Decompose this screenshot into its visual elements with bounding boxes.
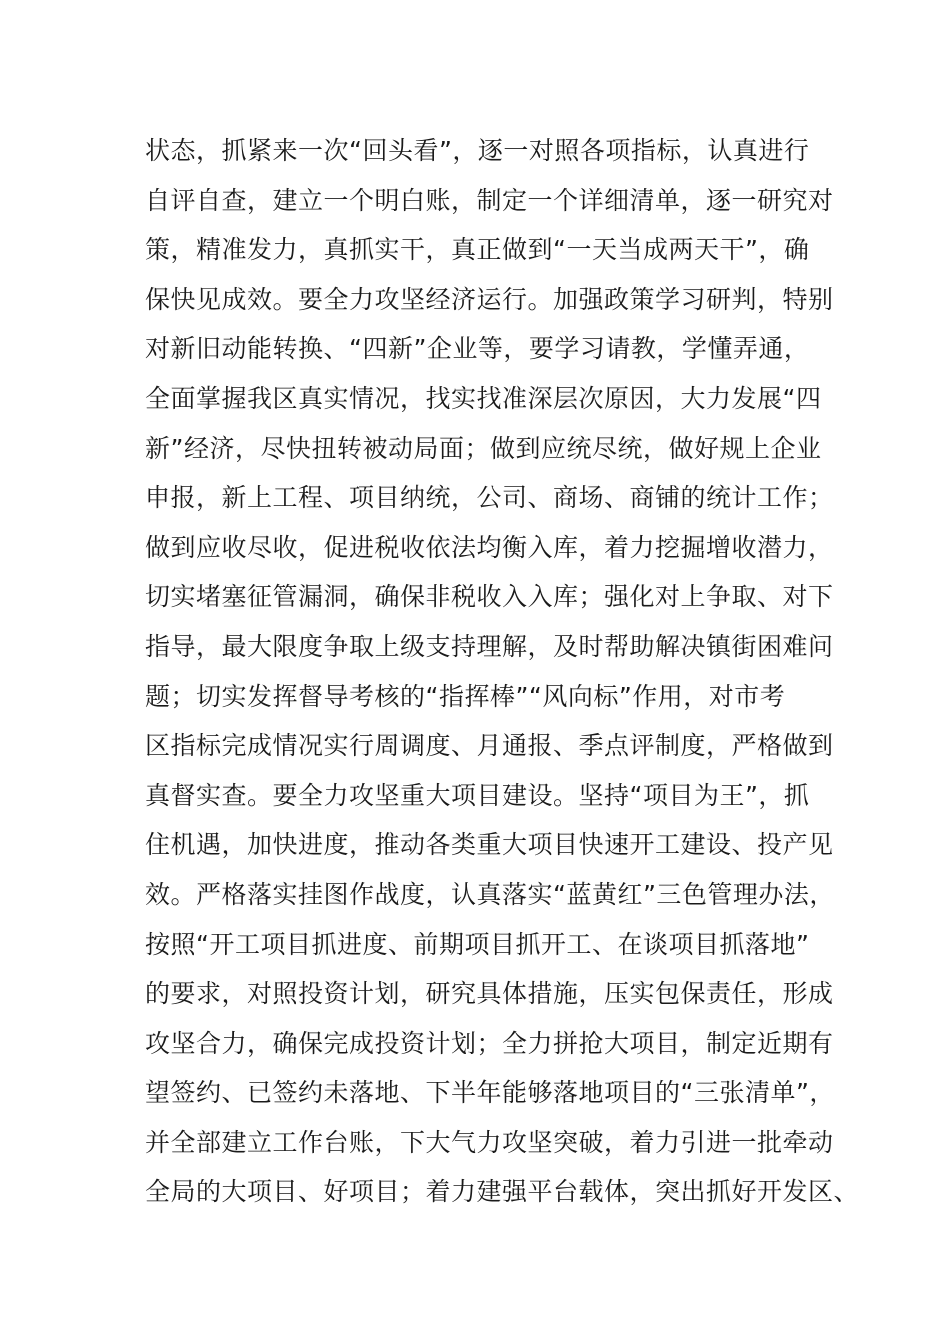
- text-line: 攻坚合力，确保完成投资计划；全力拼抢大项目，制定近期有: [145, 1028, 834, 1058]
- text-line: 效。严格落实挂图作战度，认真落实“蓝黄红”三色管理办法，: [145, 879, 835, 909]
- text-line: 题；切实发挥督导考核的“指挥棒”“风向标”作用，对市考: [145, 681, 786, 711]
- text-line: 全面掌握我区真实情况，找实找准深层次原因，大力发展“四: [145, 383, 822, 413]
- text-line: 策，精准发力，真抓实干，真正做到“一天当成两天干”，确: [145, 235, 810, 265]
- text-line: 对新旧动能转换、“四新”企业等，要学习请教，学懂弄通，: [145, 334, 810, 364]
- text-line: 区指标完成情况实行周调度、月通报、季点评制度，严格做到: [145, 731, 834, 761]
- text-line: 的要求，对照投资计划，研究具体措施，压实包保责任，形成: [145, 979, 834, 1009]
- text-line: 切实堵塞征管漏洞，确保非税收入入库；强化对上争取、对下: [145, 582, 834, 612]
- text-line: 状态，抓紧来一次“回头看”，逐一对照各项指标，认真进行: [145, 136, 810, 165]
- text-line: 自评自查，建立一个明白账，制定一个详细清单，逐一研究对: [145, 185, 834, 215]
- text-line: 全局的大项目、好项目；着力建强平台载体，突出抓好开发区、: [145, 1177, 860, 1207]
- text-line: 真督实查。要全力攻坚重大项目建设。坚持“项目为王”，抓: [145, 780, 810, 810]
- text-line: 申报，新上工程、项目纳统，公司、商场、商铺的统计工作；: [145, 483, 834, 513]
- text-line: 做到应收尽收，促进税收依法均衡入库，着力挖掘增收潜力，: [145, 532, 834, 562]
- text-line: 指导，最大限度争取上级支持理解，及时帮助解决镇街困难问: [145, 631, 834, 661]
- text-line: 望签约、已签约未落地、下半年能够落地项目的“三张清单”，: [145, 1078, 835, 1108]
- text-line: 并全部建立工作台账，下大气力攻坚突破，着力引进一批牵动: [145, 1127, 834, 1157]
- text-line: 按照“开工项目抓进度、前期项目抓开工、在谈项目抓落地”: [145, 929, 810, 959]
- body-paragraph: [145, 126, 860, 1217]
- text-line: 保快见成效。要全力攻坚经济运行。加强政策学习研判，特别: [145, 284, 834, 314]
- text-line: 新”经济，尽快扭转被动局面；做到应统尽统，做好规上企业: [145, 433, 822, 463]
- text-line: 住机遇，加快进度，推动各类重大项目快速开工建设、投产见: [145, 830, 834, 860]
